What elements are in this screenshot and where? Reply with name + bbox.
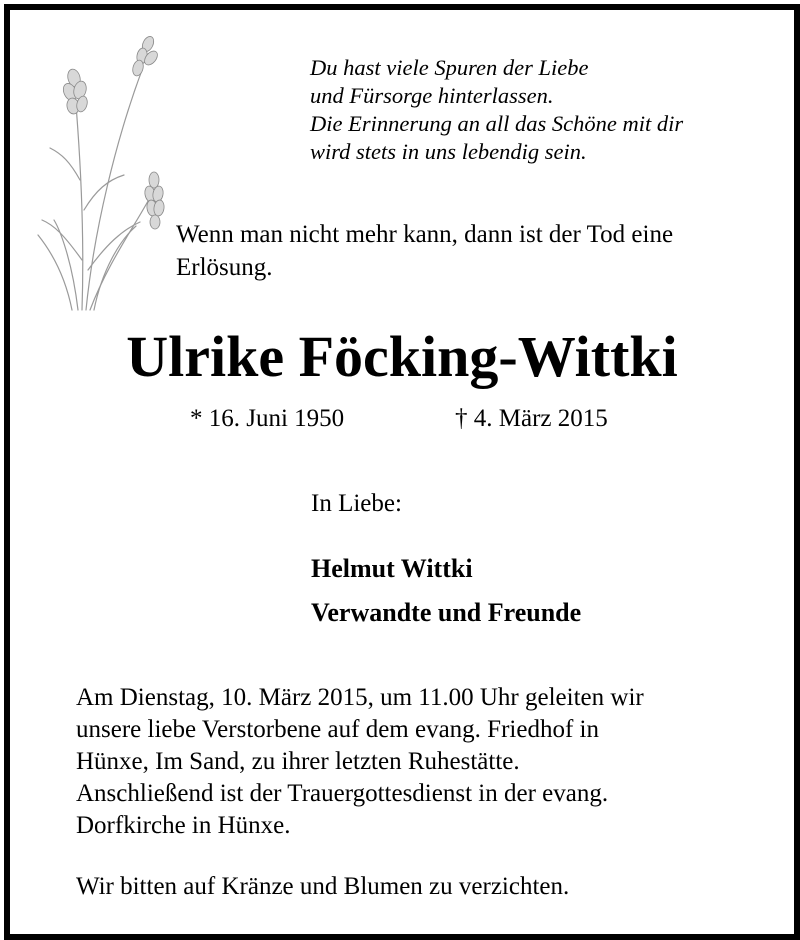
mourners-intro: In Liebe: <box>311 490 402 517</box>
death-date: † 4. März 2015 <box>455 405 608 432</box>
funeral-notice <box>76 682 776 842</box>
saying-line: Erlösung. <box>176 254 273 281</box>
notice-line: Dorfkirche in Hünxe. <box>76 812 291 839</box>
saying-line: Wenn man nicht mehr kann, dann ist der Tod eine <box>176 221 674 248</box>
obituary-notice <box>4 4 800 940</box>
memorial-poem <box>310 54 780 166</box>
saying-text <box>176 218 776 284</box>
poem-line: Du hast viele Spuren der Liebe <box>310 55 589 80</box>
poem-line: Die Erinnerung an all das Schöne mit dir <box>310 111 684 136</box>
flowers-request: Wir bitten auf Kränze und Blumen zu verzichten. <box>76 873 570 900</box>
mourner-name: Helmut Wittki <box>311 554 473 583</box>
mourner-name: Verwandte und Freunde <box>311 598 582 627</box>
notice-line: unsere liebe Verstorbene auf dem evang. Friedhof in <box>76 716 599 743</box>
notice-line: Am Dienstag, 10. März 2015, um 11.00 Uhr geleiten wir <box>76 684 644 711</box>
poem-line: und Fürsorge hinterlassen. <box>310 83 554 108</box>
poem-line: wird stets in uns lebendig sein. <box>310 139 587 164</box>
notice-line: Hünxe, Im Sand, zu ihrer letzten Ruhestätte. <box>76 748 520 775</box>
deceased-name: Ulrike Föcking-Wittki <box>126 324 678 389</box>
mourners-list <box>311 547 581 635</box>
birth-date: * 16. Juni 1950 <box>190 405 345 432</box>
notice-line: Anschließend ist der Trauergottesdienst in der evang. <box>76 780 609 807</box>
wheat-stalks-icon <box>24 30 174 315</box>
